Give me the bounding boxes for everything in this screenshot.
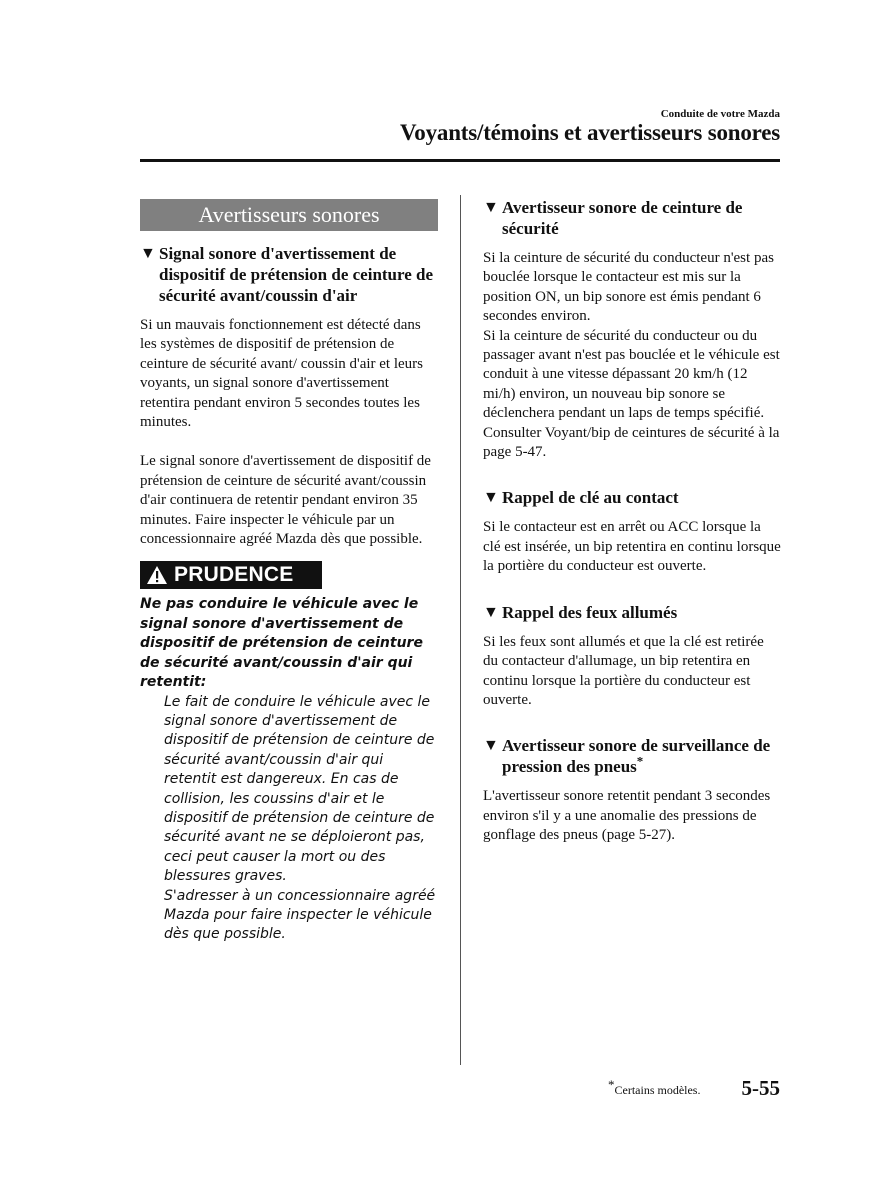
caution-label: PRUDENCE bbox=[174, 563, 294, 587]
paragraph: Si un mauvais fonctionnement est détecté dans les systèmes de dispositif de prétension de ceinture de sécurité avant/ coussin d'air et leurs voyants, un signal sonore d'avertissement retentira pendant environ 5 secondes toutes les minutes. bbox=[140, 317, 424, 431]
header-rule bbox=[140, 159, 780, 162]
section-title: Voyants/témoins et avertisseurs sonores bbox=[400, 120, 780, 145]
subheading-seatbelt bbox=[483, 197, 781, 239]
subheading-text: Avertisseur sonore de surveillance de pression des pneus bbox=[502, 736, 771, 777]
footnote bbox=[608, 1077, 701, 1098]
footnote-text: Certains modèles. bbox=[614, 1083, 701, 1097]
subheading-text: Rappel de clé au contact bbox=[502, 488, 679, 508]
right-column bbox=[483, 197, 781, 846]
chapter-label: Conduite de votre Mazda bbox=[660, 108, 780, 120]
paragraph: Si les feux sont allumés et que la clé est retirée du contacteur d'allumage, un bip retentira en continu lorsque la portière du conducteur est ouverte. bbox=[483, 633, 764, 708]
triangle-bullet-icon: ▼ bbox=[483, 603, 499, 621]
triangle-bullet-icon: ▼ bbox=[483, 199, 499, 216]
paragraph: Si le contacteur est en arrêt ou ACC lorsque la clé est insérée, un bip retentira en continu lorsque la portière du conducteur est ouverte. bbox=[483, 519, 781, 575]
asterisk-mark: * bbox=[636, 753, 644, 769]
paragraph: Si la ceinture de sécurité du conducteur ou du passager avant n'est pas bouclée et le véhicule est conduit à une vitesse dépassant 20 km/h (12 mi/h) environ, un nouveau bip sonore se déclenchera pendant un laps de temps spécifié. bbox=[483, 327, 780, 422]
subheading-text: Rappel des feux allumés bbox=[502, 602, 678, 622]
triangle-bullet-icon: ▼ bbox=[140, 245, 156, 262]
paragraph: L'avertisseur sonore retentit pendant 3 secondes environ s'il y a une anomalie des pressions de gonflage des pneus (page 5-27). bbox=[483, 788, 771, 844]
caution-badge bbox=[140, 561, 322, 589]
section-banner: Avertisseurs sonores bbox=[140, 199, 438, 231]
caution-heading: Ne pas conduire le véhicule avec le signal sonore d'avertissement de dispositif de prétension de ceinture de sécurité avant/coussin d'air qui retentit: bbox=[140, 596, 423, 691]
asterisk-mark: * bbox=[608, 1077, 615, 1092]
triangle-bullet-icon: ▼ bbox=[483, 489, 499, 507]
column-divider bbox=[460, 195, 461, 1065]
paragraph: Si la ceinture de sécurité du conducteur n'est pas bouclée lorsque le contacteur est mis sur la position ON, un bip sonore est émis pendant 6 secondes environ. bbox=[483, 250, 774, 325]
subheading-pretensioner bbox=[140, 243, 438, 306]
subheading-lights-reminder bbox=[483, 602, 781, 623]
caution-text: Le fait de conduire le véhicule avec le signal sonore d'avertissement de dispositif de prétension de ceinture de sécurité avant/coussin d'air qui retentit est dangereux. En cas de collision, les coussins d'air et le dispositif de prétension de ceinture de sécurité avant ne se déploieront pas, ceci peut causer la mort ou des blessures graves. bbox=[164, 693, 435, 885]
subheading-text: Signal sonore d'avertissement de dispositif de prétension de ceinture de sécurité avant/coussin d'air bbox=[159, 244, 434, 305]
subheading-tire-pressure bbox=[483, 735, 781, 777]
subheading-key-reminder bbox=[483, 487, 781, 508]
warning-triangle-icon bbox=[146, 565, 168, 585]
left-column bbox=[140, 199, 438, 945]
paragraph: Le signal sonore d'avertissement de dispositif de prétension de ceinture de sécurité avant/coussin d'air continuera de retentir pendant environ 35 minutes. Faire inspecter le véhicule par un concessionnaire agréé Mazda dès que possible. bbox=[140, 453, 431, 548]
paragraph: Consulter Voyant/bip de ceintures de sécurité à la page 5-47. bbox=[483, 424, 780, 461]
caution-text: S'adresser à un concessionnaire agréé Mazda pour faire inspecter le véhicule dès que possible. bbox=[164, 887, 436, 943]
subheading-text: Avertisseur sonore de ceinture de sécurité bbox=[502, 198, 743, 238]
triangle-bullet-icon: ▼ bbox=[483, 737, 499, 755]
page-number: 5-55 bbox=[741, 1076, 780, 1100]
